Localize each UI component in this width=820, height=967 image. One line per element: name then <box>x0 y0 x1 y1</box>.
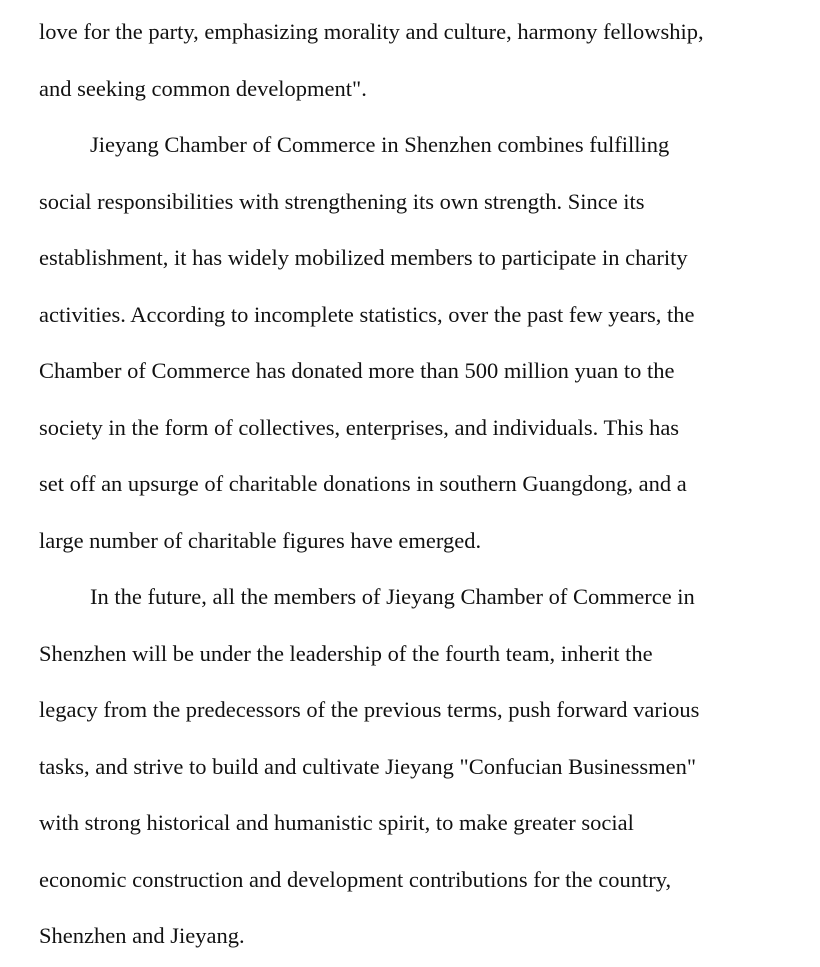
text-line: activities. According to incomplete statistics, over the past few years, the <box>39 301 695 327</box>
text-line: establishment, it has widely mobilized members to participate in charity <box>39 245 688 270</box>
text-line: social responsibilities with strengthening its own strength. Since its <box>39 188 645 214</box>
paragraph-continuation <box>39 4 799 117</box>
text-line: economic construction and development contributions for the country, <box>39 866 672 892</box>
text-line: tasks, and strive to build and cultivate Jieyang "Confucian Businessmen" <box>39 753 697 779</box>
text-line: Shenzhen will be under the leadership of the fourth team, inherit the <box>39 640 653 666</box>
text-line: In the future, all the members of Jieyang Chamber of Commerce in <box>90 584 695 609</box>
text-line: Shenzhen and Jieyang. <box>39 923 245 948</box>
text-line: society in the form of collectives, enterprises, and individuals. This has <box>39 414 680 440</box>
text-line: love for the party, emphasizing morality and culture, harmony fellowship, <box>39 19 704 44</box>
text-line: and seeking common development". <box>39 75 367 101</box>
text-line: set off an upsurge of charitable donations in southern Guangdong, and a <box>39 471 687 496</box>
text-line: legacy from the predecessors of the previous terms, push forward various <box>39 697 700 722</box>
text-line: with strong historical and humanistic spirit, to make greater social <box>39 810 634 835</box>
text-line: large number of charitable figures have emerged. <box>39 527 482 553</box>
text-line: Jieyang Chamber of Commerce in Shenzhen combines fulfilling <box>90 132 670 157</box>
paragraph-future <box>39 569 799 965</box>
paragraph-charity <box>39 117 799 569</box>
text-line: Chamber of Commerce has donated more than 500 million yuan to the <box>39 358 675 383</box>
document-page <box>39 4 799 965</box>
